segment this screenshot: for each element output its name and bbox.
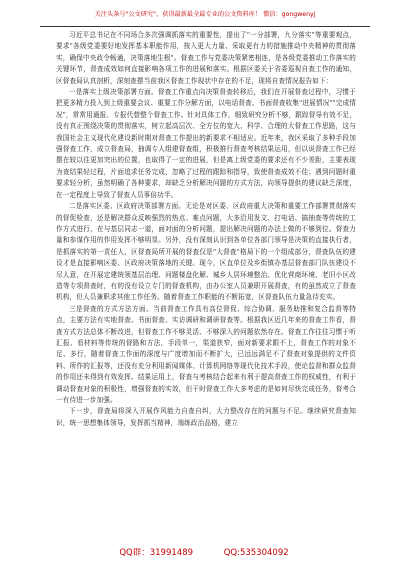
page-footer xyxy=(0,546,408,560)
footer-qq-group: QQ群：31991489 xyxy=(119,548,194,558)
paragraph-intro: 习近平总书记在不同场合多次强调抓落实的重要性，提出了"一分部署，九分落实"等重要观点，要求"各级党委要好地发挥基本职能作用，按入更大力量、采取更有力的措施推动中央精神的贯彻落实，确保中央政令畅通，决策落地生根"。督查工作与党委决策紧密相连，是各级党委推动工作落实的关键环节，督查成效如何直接影响各项工作的进展和落实。根据区委关于省委巡视自查工作的通知，区督查局认真剖析，深刻查摆当前我区督查工作现状中存在的不足，现将自查情况报告如下： xyxy=(56,31,356,85)
paragraph-section-1: 一是落实上级决策部署方面。督查工作重点向决策督查转移后，我们在开展督查过程中，习惯于把更多精力投入到上级重要会议、重要工作分解方面，以电话督查、书面督查收集"进展情况""完成情况"，常常用通报、专报代替整个督查工作。针对具体工作，细致研究分析不够，跟踪督导有效不足，没有真正围绕决策的贯彻落实，树立起高层次、全方位的宽大、科学、合理的大督查工作思路，这与我国社会主义现代化建设新时期对督查工作提出的新要求不相适应。近年来，我区采取了多种手段加强督查工作，成立督查局，抽调专人组建督查组，积极推行督查考核结果运用，但以说督查工作已经摆在较以往更加突出的位置，也取得了一定的进展，但是离上级党委的要求还有不少差距，主要表现为查结果轻过程，片面追求任务完成，忽略了过程的跟踪和指导，致使督查成效不佳；遇到问题时重要求轻分析，虽然明确了各种要求，却缺乏分析解决问题的方式方法，向领导提供的建议缺乏深度，在一定程度上导致了督查人员事倍功半。 xyxy=(56,88,356,199)
header-text: 关注头条号"公文研究"，获得最新最全最专业的公文资料库！ 微信：gongwenyj xyxy=(94,11,316,18)
document-body xyxy=(56,30,356,545)
paragraph-next-steps: 下一步，督查局将深入开展作风能力自查自纠，大力整改存在的问题与不足。继续研究督查知识，统一思想集体领导，发挥抓当精神，端练政治品格，建立 xyxy=(56,407,356,427)
page-header xyxy=(40,8,370,27)
paragraph-section-3: 三是督查的方式方法方面。当前督查工作具有高位督促、综合协调、服务助推和复合监督等特点，主要方法有实地督查、书面督查、实访调研和调研督查等。根据我区近几年来的督查工作看，督查方式方法总体不断改进，但督查工作不够灵活、不够深入的问题依然存在。督查工作往往习惯于听汇报、看材料等传统的督路和方法，手段单一，渠道狭窄，面对新要求跟不上，督查工作的对象不足、多行，随着督查工作面的深度与广度增加而不断扩大，已远远满足不了督查对象提供的文件资料、所作的汇报等，还没有充分利用新闻媒体、计算机网络等现代化技术手段，使论监督和群众监督的作用还未得到有效发挥。结果运用上，督查与考核结合起来有利于提高督查工作的权威性，有利于调动督查对象的积极性，增强督查的实效，但干时督查工作大多考虑的是如何尽快完成任务，督考合一有待进一步加强。 xyxy=(56,304,356,404)
paragraph-section-2: 二是落实区委、区政府决策部署方面。无论是对区委、区政府重大决策和重要工作部署贯彻落实的督促检查，还是解决群众反映强烈的热点、难点问题，大多沿用发文、打电话、搞抽查等传统的工作方式进行，在与基层同志一道，面对面的分析问题，提出解决问题的办法上做的不够到位。督查力量和参谋作用的作用发挥不够明显。另外，没有深刻认识到各单位各部门领导是决策的直接执行者，是抓落实的第一责任人，区督查局所开展的督查仅是"大督查"格局下的一个组成部分，督查队伍的建设才是直接影响区委、区政府决策落地的关键。现今，区直单位及乡街镇办基层督查部门队伍建设不尽人意，在开展定建统领基层治理、问题楼盘化解、城乡人居环境整治、优化营商环境、老旧小区改造等专项督查时，有的没有设立专门的督查机构，由办公室人员兼职开展督查，有的虽然成立了督查机构，但人员兼职求其他工作任务。随着督查工作职能的不断拓宽，区督查队伍力量急待充实。 xyxy=(56,202,356,302)
footer-qq-number: QQ:535304092 xyxy=(223,548,289,558)
